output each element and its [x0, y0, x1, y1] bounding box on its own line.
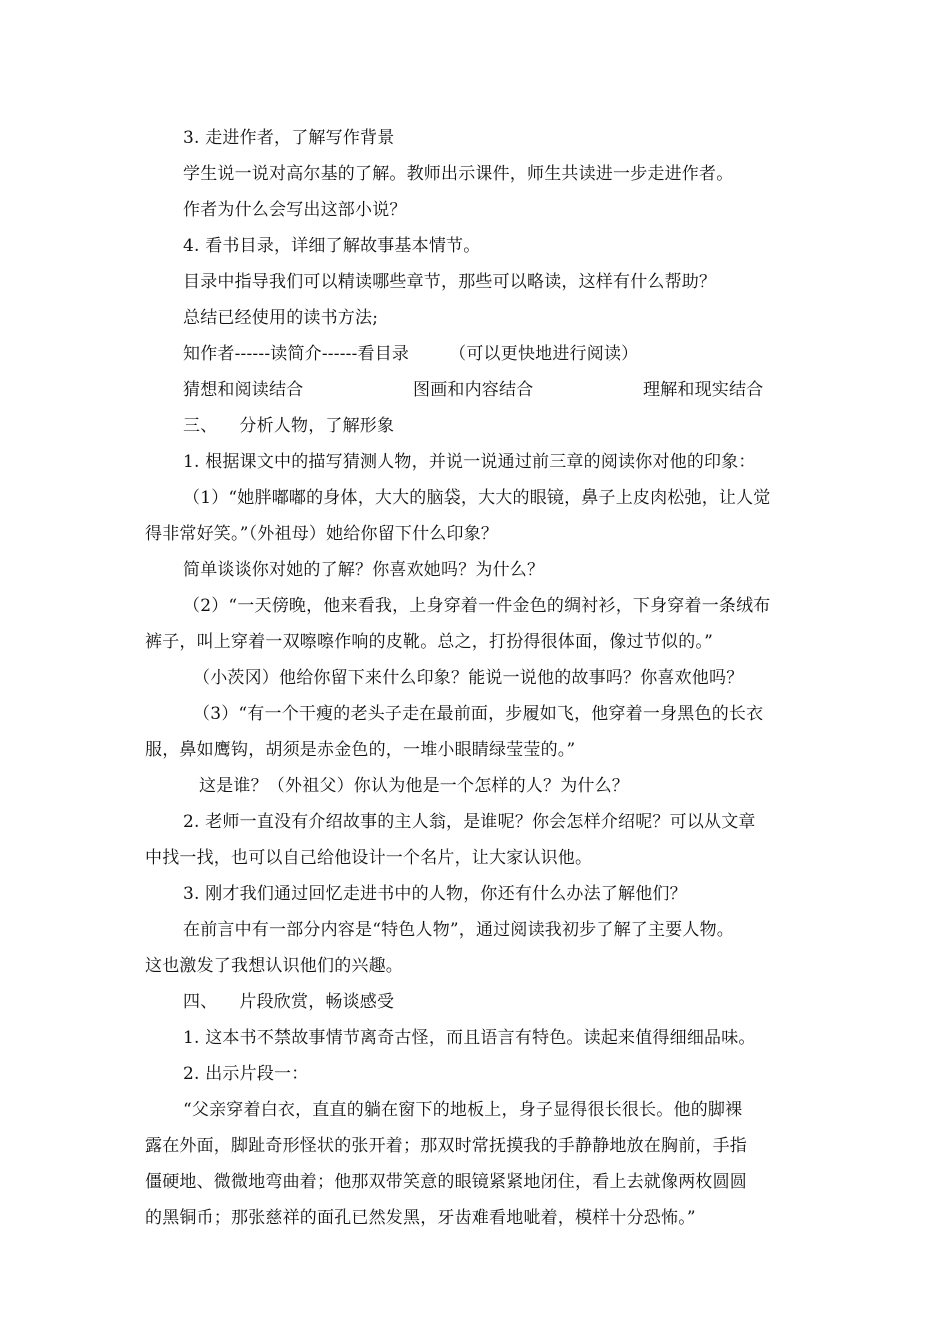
section-heading: 4. 看书目录，详细了解故事基本情节。: [183, 236, 481, 256]
quote-paragraph-continued: 露在外面，脚趾奇形怪状的张开着；那双时常抚摸我的手静静地放在胸前，手指: [145, 1136, 747, 1156]
paragraph-continued: 服，鼻如鹰钩，胡须是赤金色的，一堆小眼睛绿莹莹的。”: [145, 740, 576, 760]
quote-paragraph-continued: 僵硬地、微微地弯曲着；他那双带笑意的眼镜紧紧地闭住，看上去就像两枚圆圆: [145, 1172, 747, 1192]
section-title: 分析人物，了解形象: [239, 416, 395, 436]
section-heading: [145, 984, 810, 1020]
paragraph: 在前言中有一部分内容是“特色人物”，通过阅读我初步了解了主要人物。: [183, 920, 734, 940]
paragraph: 2. 出示片段一：: [183, 1064, 309, 1084]
paragraph: 总结已经使用的读书方法;: [183, 308, 379, 328]
paragraph-continued: 裤子，叫上穿着一双嚓嚓作响的皮靴。总之，打扮得很体面，像过节似的。”: [145, 632, 713, 652]
method-combo-1: 猜想和阅读结合: [183, 380, 304, 400]
section-heading: 3. 走进作者，了解写作背景: [183, 128, 395, 148]
paragraph: 学生说一说对高尔基的了解。教师出示课件，师生共读进一步走进作者。: [183, 164, 734, 184]
quote-paragraph: “父亲穿着白衣，直直的躺在窗下的地板上，身子显得很长很长。他的脚裸: [183, 1100, 743, 1120]
paragraph: 2. 老师一直没有介绍故事的主人翁，是谁呢？你会怎样介绍呢？可以从文章: [183, 812, 756, 832]
paragraph: 这是谁？（外祖父）你认为他是一个怎样的人？为什么？: [199, 776, 629, 796]
method-combo-2: 图画和内容结合: [413, 380, 534, 400]
paragraph: （3）“有一个干瘦的老头子走在最前面，步履如飞，他穿着一身黑色的长衣: [193, 704, 764, 724]
paragraph-continued: 中找一找，也可以自己给他设计一个名片，让大家认识他。: [145, 848, 593, 868]
paragraph-continued: 得非常好笑。”（外祖母）她给你留下什么印象？: [145, 524, 499, 544]
quote-paragraph-continued: 的黑铜币；那张慈祥的面孔已然发黑，牙齿难看地呲着，模样十分恐怖。”: [145, 1208, 696, 1228]
method-sequence: 知作者------读简介------看目录: [183, 344, 410, 364]
document-body: [145, 120, 810, 1236]
section-number: 四、: [183, 992, 218, 1012]
paragraph: 简单谈谈你对她的了解？你喜欢她吗？为什么？: [183, 560, 545, 580]
paragraph: （小茨冈）他给你留下来什么印象？能说一说他的故事吗？你喜欢他吗？: [193, 668, 744, 688]
paragraph: 3. 刚才我们通过回忆走进书中的人物，你还有什么办法了解他们？: [183, 884, 687, 904]
method-combo-3: 理解和现实结合: [643, 380, 764, 400]
paragraph: （1）“她胖嘟嘟的身体，大大的脑袋，大大的眼镜，鼻子上皮肉松弛，让人觉: [183, 488, 771, 508]
paragraph: （2）“一天傍晚，他来看我，上身穿着一件金色的绸衬衫，下身穿着一条绒布: [183, 596, 771, 616]
paragraph: 作者为什么会写出这部小说？: [183, 200, 407, 220]
paragraph: 目录中指导我们可以精读哪些章节，那些可以略读，这样有什么帮助？: [183, 272, 717, 292]
method-combos: [145, 372, 810, 408]
paragraph-continued: 这也激发了我想认识他们的兴趣。: [145, 956, 403, 976]
section-heading: [145, 408, 810, 444]
paragraph: 1. 根据课文中的描写猜测人物，并说一说通过前三章的阅读你对他的印象：: [183, 452, 756, 472]
paragraph: 1. 这本书不禁故事情节离奇古怪，而且语言有特色。读起来值得细细品味。: [183, 1028, 756, 1048]
method-line: [145, 336, 810, 372]
method-note: （可以更快地进行阅读）: [449, 344, 639, 364]
section-number: 三、: [183, 416, 218, 436]
section-title: 片段欣赏，畅谈感受: [239, 992, 395, 1012]
